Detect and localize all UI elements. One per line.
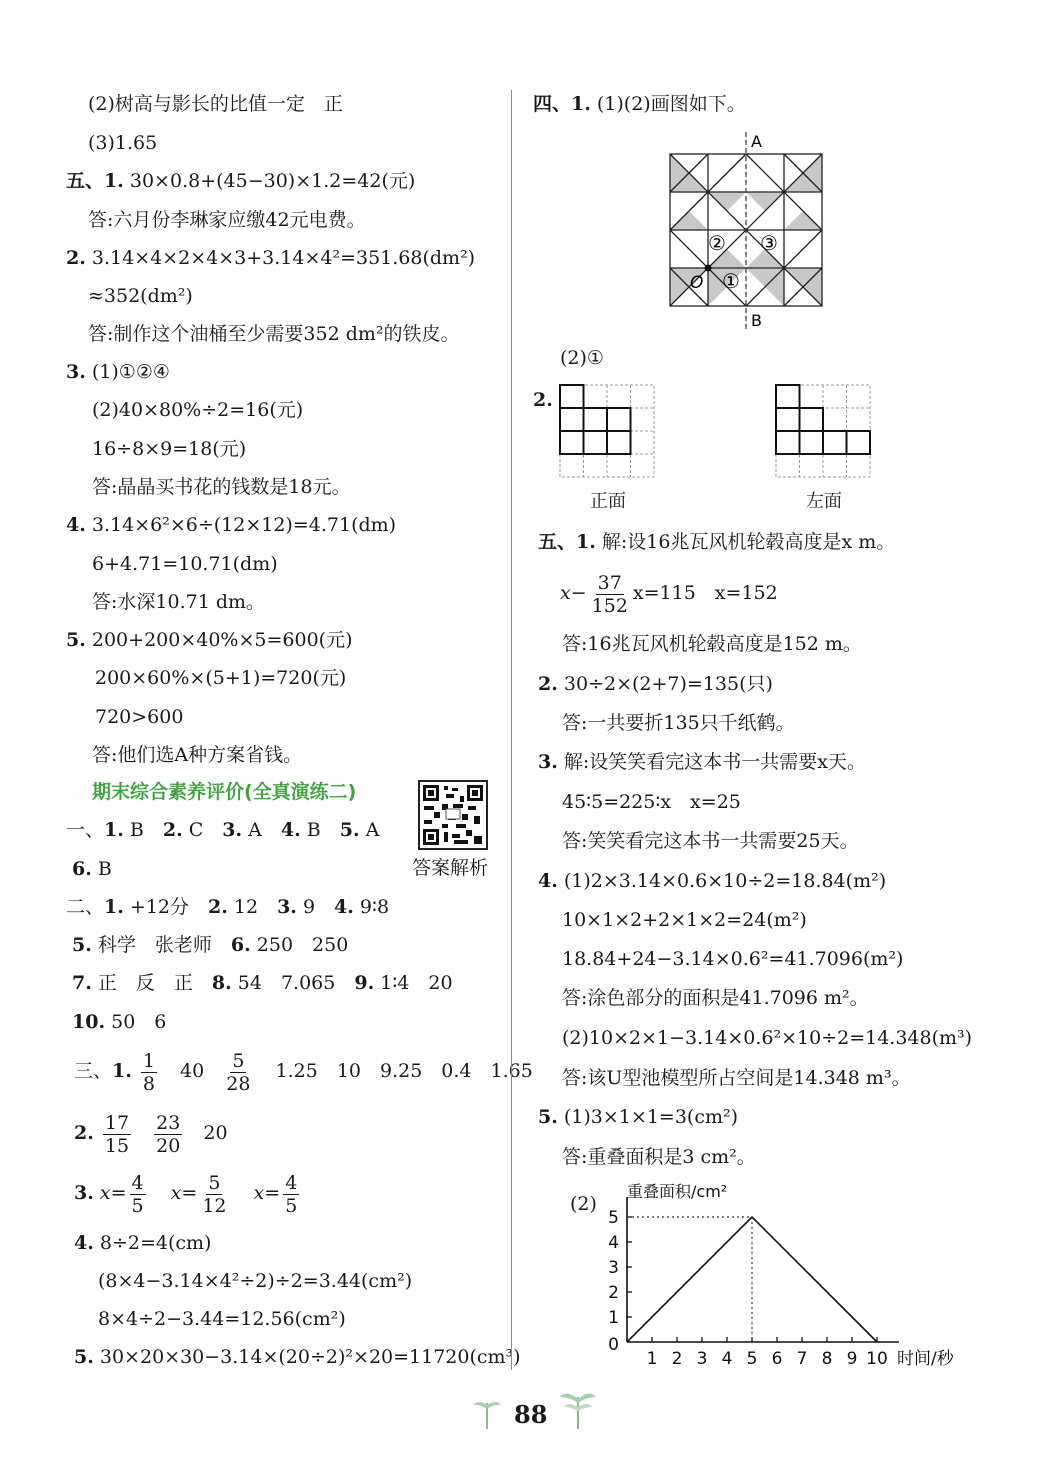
- region-2-label: ②: [708, 231, 726, 255]
- answer-text: 12: [227, 896, 278, 918]
- y-tick-label: 3: [608, 1258, 619, 1278]
- answer-line: [538, 1105, 738, 1129]
- fraction: $\frac{5}{12}$: [202, 1171, 227, 1217]
- answer-line: [74, 1345, 521, 1369]
- answer-line: [72, 1010, 166, 1034]
- plant-decoration-icon: [558, 1387, 598, 1431]
- answer-line: [72, 933, 348, 957]
- answer-line: [66, 895, 389, 919]
- front-view-label: 正面: [590, 491, 626, 512]
- y-tick-label: 5: [608, 1208, 619, 1228]
- question-number: 9.: [354, 972, 375, 994]
- answer-line: [66, 246, 475, 270]
- question-number: 5.: [72, 934, 92, 956]
- answer-line: 200×60%×(5+1)=720(元): [95, 667, 347, 689]
- question-number: 10.: [72, 1011, 106, 1033]
- answer-text: 50 6: [105, 1011, 167, 1033]
- region-3-label: ③: [760, 231, 778, 255]
- answer-line: [66, 628, 353, 652]
- answer-text: 9: [296, 896, 335, 918]
- question-number: 3.: [66, 361, 86, 383]
- question-number: 2.: [162, 819, 183, 841]
- answer-line: [538, 530, 895, 554]
- answer-line: [66, 513, 396, 537]
- answer-line: (2)①: [560, 347, 604, 369]
- symmetry-grid-figure: [660, 128, 840, 330]
- qr-code[interactable]: [418, 780, 488, 850]
- answer-line: 答:晶晶买书花的钱数是18元。: [92, 476, 351, 498]
- answer-text: 200+200×40%×5=600(元): [85, 629, 353, 651]
- x-axis-label: 时间/秒: [897, 1349, 954, 1369]
- answer-text: 科学 张老师: [91, 934, 231, 956]
- question-number: 2.: [533, 389, 553, 411]
- answer-line: (2)40×80%÷2=16(元): [92, 399, 304, 421]
- x-tick-label: 2: [671, 1349, 683, 1369]
- equation-lhs: x=: [253, 1182, 281, 1204]
- question-number: 5.: [339, 819, 360, 841]
- question-number: 4.: [280, 819, 301, 841]
- answer-text: A: [242, 819, 281, 841]
- answer-line: [533, 92, 746, 116]
- question-number: 6.: [72, 858, 92, 880]
- y-tick-label: 1: [608, 1308, 619, 1328]
- answer-line: [66, 818, 379, 842]
- answer-text: 解:设16兆瓦风机轮毂高度是x m。: [595, 531, 896, 553]
- answer-line: (3)1.65: [88, 132, 158, 154]
- question-number: 3.: [74, 1182, 94, 1204]
- axis-label-a: A: [751, 132, 762, 151]
- x-tick-label: 9: [846, 1349, 858, 1369]
- question-number: 7.: [72, 972, 92, 994]
- answer-text: A: [359, 819, 380, 841]
- answer-line: 答:他们选A种方案省钱。: [92, 744, 303, 766]
- answer-line: [72, 857, 112, 881]
- section-title: 期末综合素养评价(全真演练二): [92, 781, 357, 803]
- fraction: $\frac{37}{152}$: [591, 571, 628, 617]
- question-number: 4.: [66, 514, 86, 536]
- equation-lhs: x=: [99, 1182, 127, 1204]
- question-number: 3.: [222, 819, 243, 841]
- fraction: $\frac{23}{20}$: [156, 1111, 181, 1157]
- front-view-figure: [558, 383, 658, 479]
- question-number: 四、1.: [533, 93, 591, 115]
- answer-text: 1.25 10 9.25 0.4 1.65: [275, 1060, 533, 1082]
- x-tick-label: 8: [821, 1349, 833, 1369]
- answer-line: 答:一共要折135只千纸鹤。: [562, 712, 795, 734]
- answer-line: (2)树高与影长的比值一定 正: [88, 93, 343, 115]
- question-number: 5.: [538, 1106, 558, 1128]
- answer-line: [560, 568, 778, 618]
- answer-line: 10×1×2+2×1×2=24(m²): [562, 909, 807, 931]
- page-number: 88: [514, 1400, 548, 1429]
- answer-line: 答:16兆瓦风机轮毂高度是152 m。: [562, 633, 862, 655]
- answer-text: B: [300, 819, 340, 841]
- question-number: 1.: [104, 896, 124, 918]
- answer-line: [74, 1168, 302, 1218]
- answer-text: 20: [203, 1122, 228, 1144]
- question-number: 6.: [230, 934, 251, 956]
- left-view-label: 左面: [806, 491, 842, 512]
- answer-text: (1)2×3.14×0.6×10÷2=18.84(m²): [557, 870, 887, 892]
- point-o-label: O: [690, 273, 704, 293]
- answer-text: 正 反 正: [91, 972, 212, 994]
- qr-caption: 答案解析: [412, 857, 489, 879]
- question-number: 3.: [277, 896, 297, 918]
- answer-text: B: [123, 819, 163, 841]
- answer-text: (1)(2)画图如下。: [590, 93, 746, 115]
- x-tick-label: 5: [746, 1349, 758, 1369]
- fraction: $\frac{5}{28}$: [226, 1049, 251, 1095]
- y-tick-label: 4: [608, 1233, 619, 1253]
- answer-line: 18.84+24−3.14×0.6²=41.7096(m²): [562, 948, 904, 970]
- answer-text: (1)①②④: [85, 361, 170, 383]
- region-1-label: ①: [722, 269, 740, 293]
- question-number: 五、1.: [66, 170, 124, 192]
- question-number: 2.: [208, 896, 228, 918]
- overlap-area-chart: [596, 1178, 976, 1378]
- answer-line: [72, 971, 453, 995]
- question-number: 4.: [334, 896, 354, 918]
- answer-text: 8÷2=4(cm): [93, 1232, 212, 1254]
- question-number: 3.: [538, 751, 558, 773]
- question-number: 五、1.: [538, 531, 596, 553]
- fraction: $\frac{17}{15}$: [104, 1111, 130, 1157]
- question-number: 2.: [74, 1122, 94, 1144]
- answer-line: 45∶5=225∶x x=25: [562, 791, 741, 813]
- question-number: 8.: [211, 972, 232, 994]
- qr-code-icon: [420, 782, 486, 848]
- question-number: 4.: [74, 1232, 94, 1254]
- fraction: $\frac{4}{5}$: [285, 1171, 298, 1217]
- answer-text: (1)3×1×1=3(cm²): [557, 1106, 739, 1128]
- answer-line: (8×4−3.14×4²÷2)÷2=3.44(cm²): [98, 1270, 413, 1292]
- question-number: 5.: [66, 629, 86, 651]
- equation-part: x=115 x=152: [632, 582, 778, 604]
- answer-line: [74, 1231, 211, 1255]
- answer-text: 3.14×4×2×4×3+3.14×4²=351.68(dm²): [85, 247, 476, 269]
- left-view-figure: [774, 383, 874, 479]
- answer-text: 30×20×30−3.14×(20÷2)²×20=11720(cm³): [93, 1346, 521, 1368]
- question-number: 2.: [538, 673, 558, 695]
- answer-text: 54 7.065: [231, 972, 355, 994]
- answer-line: 答:重叠面积是3 cm²。: [562, 1146, 756, 1168]
- question-number: 1.: [104, 819, 124, 841]
- answer-text: 解:设笑笑看完这本书一共需要x天。: [557, 751, 867, 773]
- answer-line: [66, 169, 415, 193]
- answer-line: 16÷8×9=18(元): [92, 438, 247, 460]
- question-number: 4.: [538, 870, 558, 892]
- answer-line: [74, 1046, 533, 1096]
- answer-text: 30×0.8+(45−30)×1.2=42(元): [123, 170, 416, 192]
- answer-text: 3.14×6²×6÷(12×12)=4.71(dm): [85, 514, 397, 536]
- question-number: 1.: [112, 1060, 132, 1082]
- section-number: 三、: [74, 1060, 113, 1082]
- equation-part: x−: [560, 582, 587, 604]
- answer-text: C: [182, 819, 223, 841]
- plant-decoration-icon: [470, 1395, 504, 1431]
- x-tick-label: 3: [696, 1349, 708, 1369]
- section-number: 二、: [66, 896, 105, 918]
- y-axis-label: 重叠面积/cm²: [627, 1182, 728, 1201]
- answer-line: [538, 750, 866, 774]
- answer-text: 40: [180, 1060, 205, 1082]
- answer-line: [538, 672, 773, 696]
- x-tick-label: 7: [796, 1349, 808, 1369]
- answer-line: [538, 869, 886, 893]
- answer-text: 250 250: [250, 934, 349, 956]
- answer-line: 720>600: [95, 706, 184, 728]
- answer-line: 8×4÷2−3.44=12.56(cm²): [98, 1308, 346, 1330]
- x-tick-label: 10: [866, 1349, 888, 1369]
- answer-text: 1∶4 20: [374, 972, 453, 994]
- answer-line: 答:该U型池模型所占空间是14.348 m³。: [562, 1067, 911, 1089]
- x-tick-label: 4: [721, 1349, 733, 1369]
- question-number: 2.: [66, 247, 86, 269]
- answer-line: [74, 1108, 228, 1158]
- origin-label: 0: [608, 1335, 619, 1355]
- answer-line: [66, 360, 170, 384]
- answer-text: B: [91, 858, 112, 880]
- answer-line: 答:涂色部分的面积是41.7096 m²。: [562, 987, 869, 1009]
- fraction: $\frac{1}{8}$: [142, 1049, 155, 1095]
- x-tick-label: 6: [771, 1349, 783, 1369]
- x-tick-label: 1: [646, 1349, 658, 1369]
- answer-line: (2)10×2×1−3.14×0.6²×10÷2=14.348(m³): [562, 1027, 973, 1049]
- answer-line: 答:六月份李琳家应缴42元电费。: [88, 209, 366, 231]
- answer-line: 6+4.71=10.71(dm): [92, 553, 278, 575]
- question-number: 5.: [74, 1346, 94, 1368]
- answer-text: 30÷2×(2+7)=135(只): [557, 673, 773, 695]
- answer-text: 9∶8: [353, 896, 390, 918]
- answer-text: +12分: [123, 896, 208, 918]
- column-divider: [511, 90, 512, 1370]
- answer-line: 答:水深10.71 dm。: [92, 591, 266, 613]
- equation-lhs: x=: [170, 1182, 198, 1204]
- answer-line: 答:笑笑看完这本书一共需要25天。: [562, 830, 859, 852]
- y-tick-label: 2: [608, 1283, 619, 1303]
- axis-label-b: B: [751, 311, 762, 330]
- answer-line: 答:制作这个油桶至少需要352 dm²的铁皮。: [88, 323, 460, 345]
- answer-line: (2): [570, 1193, 597, 1215]
- fraction: $\frac{4}{5}$: [131, 1171, 144, 1217]
- answer-line: ≈352(dm²): [88, 285, 193, 307]
- section-number: 一、: [66, 819, 105, 841]
